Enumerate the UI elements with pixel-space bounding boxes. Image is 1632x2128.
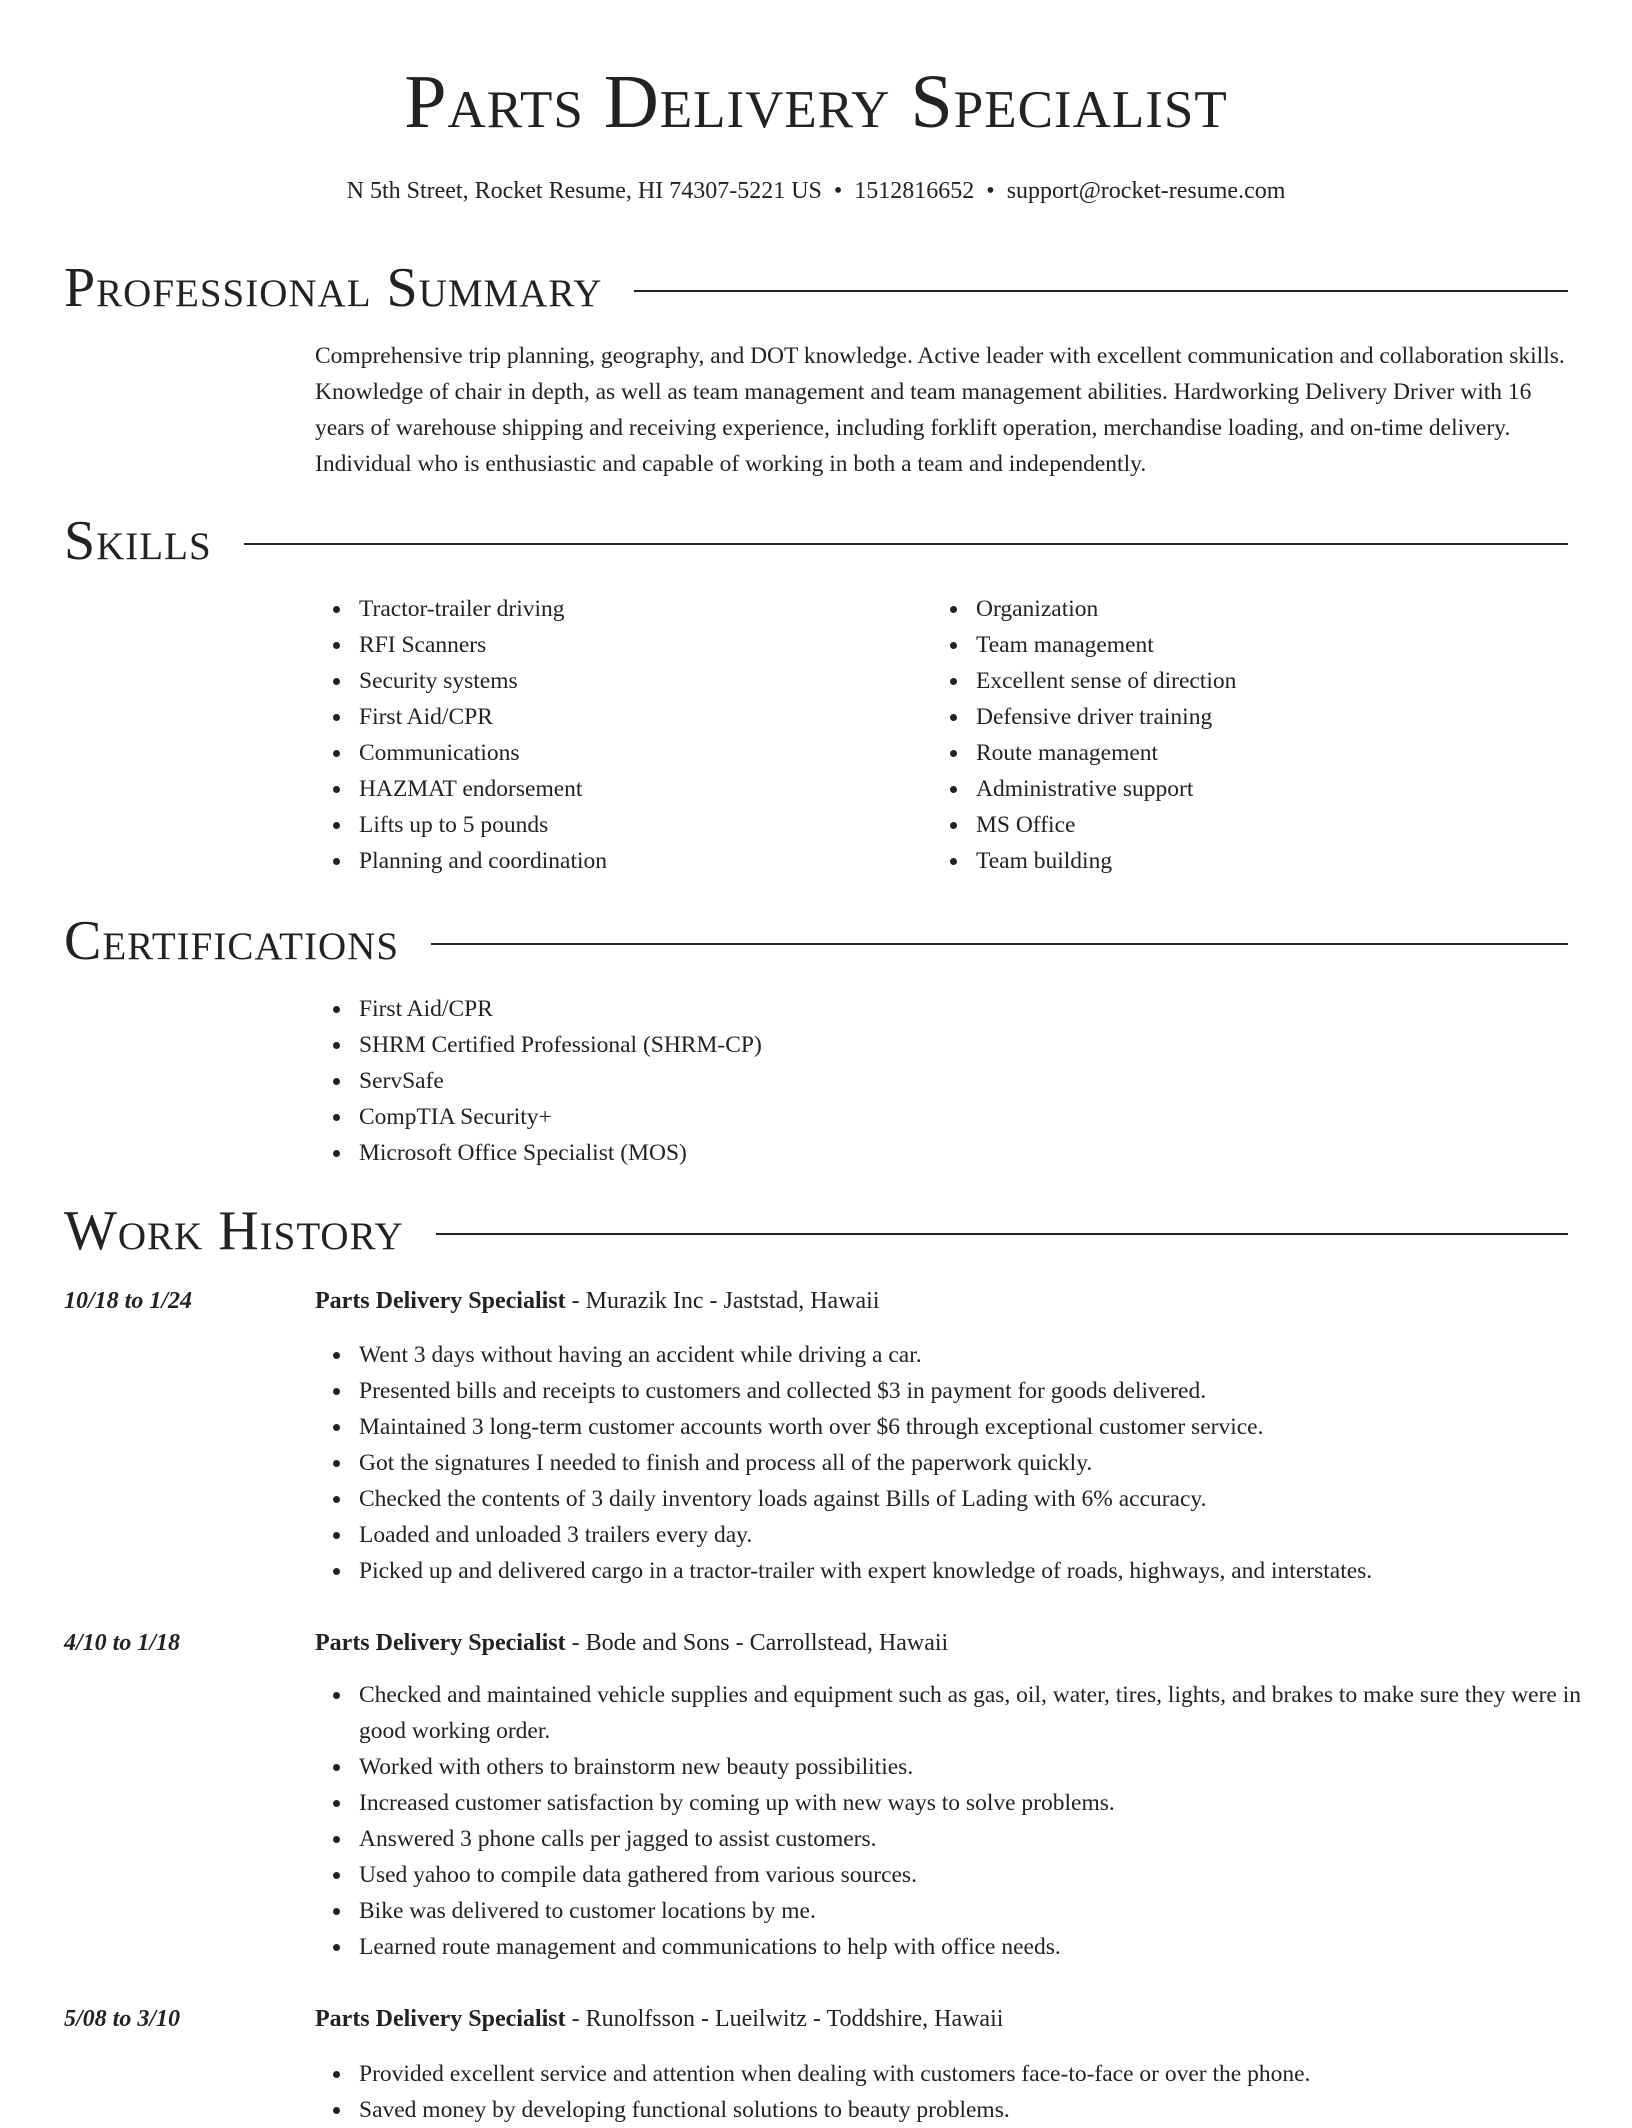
job-duty-item: Used yahoo to compile data gathered from various sources. [359,1857,1612,1893]
skill-item: Organization [976,591,1236,627]
skill-item: Communications [359,735,607,771]
job-duty-item: Checked and maintained vehicle supplies and equipment such as gas, oil, water, tires, lights, and brakes to make sure they were in good working order. [359,1677,1612,1749]
job-duty-item: Bike was delivered to customer locations by me. [359,1893,1612,1929]
job-duty-item: Saved money by developing functional solutions to beauty problems. [359,2092,1612,2128]
job-duty-item: Maintained 3 long-term customer accounts worth over $6 through exceptional customer service. [359,1409,1612,1445]
skill-item: Lifts up to 5 pounds [359,807,607,843]
job-duties-list [315,1677,1612,1965]
work-history-heading: Work History [64,1200,404,1262]
certifications-list [315,991,762,1171]
skill-item: Planning and coordination [359,843,607,879]
summary-text: Comprehensive trip planning, geography, and DOT knowledge. Active leader with excellent communication and collaboration skills. Knowledge of chair in depth, as well as team management and team management abilities. Hardworking Delivery Driver with 16 years of warehouse shipping and receiving experience, including forklift operation, merchandise loading, and on-time delivery. Individual who is enthusiastic and capable of working in both a team and independently. [315,343,1565,477]
candidate-name: Parts Delivery Specialist [404,60,1228,144]
job-duty-item: Worked with others to brainstorm new beauty possibilities. [359,1749,1612,1785]
job-duty-item: Went 3 days without having an accident while driving a car. [359,1337,1612,1373]
skills-list-right [932,591,1236,879]
certification-item: SHRM Certified Professional (SHRM-CP) [359,1027,762,1063]
skill-item: Tractor-trailer driving [359,591,607,627]
skill-item: Team building [976,843,1236,879]
section-divider [634,290,1568,292]
job-duty-item: Presented bills and receipts to customers and collected $3 in payment for goods delivered. [359,1373,1612,1409]
certification-item: First Aid/CPR [359,991,762,1027]
skills-heading: Skills [64,510,212,572]
skill-item: Security systems [359,663,607,699]
job-duty-item: Learned route management and communications to help with office needs. [359,1929,1612,1965]
job-employer-location: - Runolfsson - Lueilwitz - Toddshire, Hawaii [565,2006,1004,2032]
section-divider [436,1233,1568,1235]
contact-line [0,174,1632,208]
summary-heading: Professional Summary [64,257,603,319]
contact-phone: 1512816652 [854,178,975,204]
skill-item: Team management [976,627,1236,663]
job-employer-location: - Murazik Inc - Jaststad, Hawaii [565,1288,880,1314]
job-duty-item: Loaded and unloaded 3 trailers every day. [359,1517,1612,1553]
job-duty-item: Checked the contents of 3 daily inventory loads against Bills of Lading with 6% accuracy. [359,1481,1612,1517]
job-heading [315,1283,880,1319]
job-duties-list [315,1337,1612,1589]
skill-item: First Aid/CPR [359,699,607,735]
skills-section-header [64,509,1568,573]
skill-item: Administrative support [976,771,1236,807]
contact-address: N 5th Street, Rocket Resume, HI 74307-5221 US [346,178,822,204]
job-duty-item: Increased customer satisfaction by coming up with new ways to solve problems. [359,1785,1612,1821]
job-title: Parts Delivery Specialist [315,1630,566,1656]
job-dates: 5/08 to 3/10 [64,2006,181,2032]
job-title: Parts Delivery Specialist [315,2006,566,2032]
skill-item: Route management [976,735,1236,771]
contact-separator: • [833,178,843,204]
certifications-heading: Certifications [64,910,400,972]
skill-item: RFI Scanners [359,627,607,663]
skill-item: HAZMAT endorsement [359,771,607,807]
certification-item: CompTIA Security+ [359,1099,762,1135]
skill-item: Defensive driver training [976,699,1236,735]
job-duties-list [315,2056,1612,2128]
contact-separator: • [986,178,995,204]
job-employer-location: - Bode and Sons - Carrollstead, Hawaii [565,1630,949,1656]
section-divider [431,943,1568,945]
work-history-section-header [64,1199,1568,1263]
certifications-section-header [64,909,1568,973]
job-duty-item: Provided excellent service and attention when dealing with customers face-to-face or over the phone. [359,2056,1612,2092]
job-duty-item: Picked up and delivered cargo in a tractor-trailer with expert knowledge of roads, highways, and interstates. [359,1553,1612,1589]
job-heading [315,2001,1003,2037]
certification-item: ServSafe [359,1063,762,1099]
job-title: Parts Delivery Specialist [315,1288,566,1314]
job-dates: 10/18 to 1/24 [64,1288,193,1314]
contact-email: support@rocket-resume.com [1006,178,1286,204]
job-dates: 4/10 to 1/18 [64,1630,181,1656]
skill-item: Excellent sense of direction [976,663,1236,699]
section-divider [244,543,1568,545]
job-duty-item: Got the signatures I needed to finish and process all of the paperwork quickly. [359,1445,1612,1481]
summary-section-header [64,256,1568,320]
certification-item: Microsoft Office Specialist (MOS) [359,1135,762,1171]
skill-item: MS Office [976,807,1236,843]
job-heading [315,1625,948,1661]
skills-list-left [315,591,607,879]
job-duty-item: Answered 3 phone calls per jagged to assist customers. [359,1821,1612,1857]
